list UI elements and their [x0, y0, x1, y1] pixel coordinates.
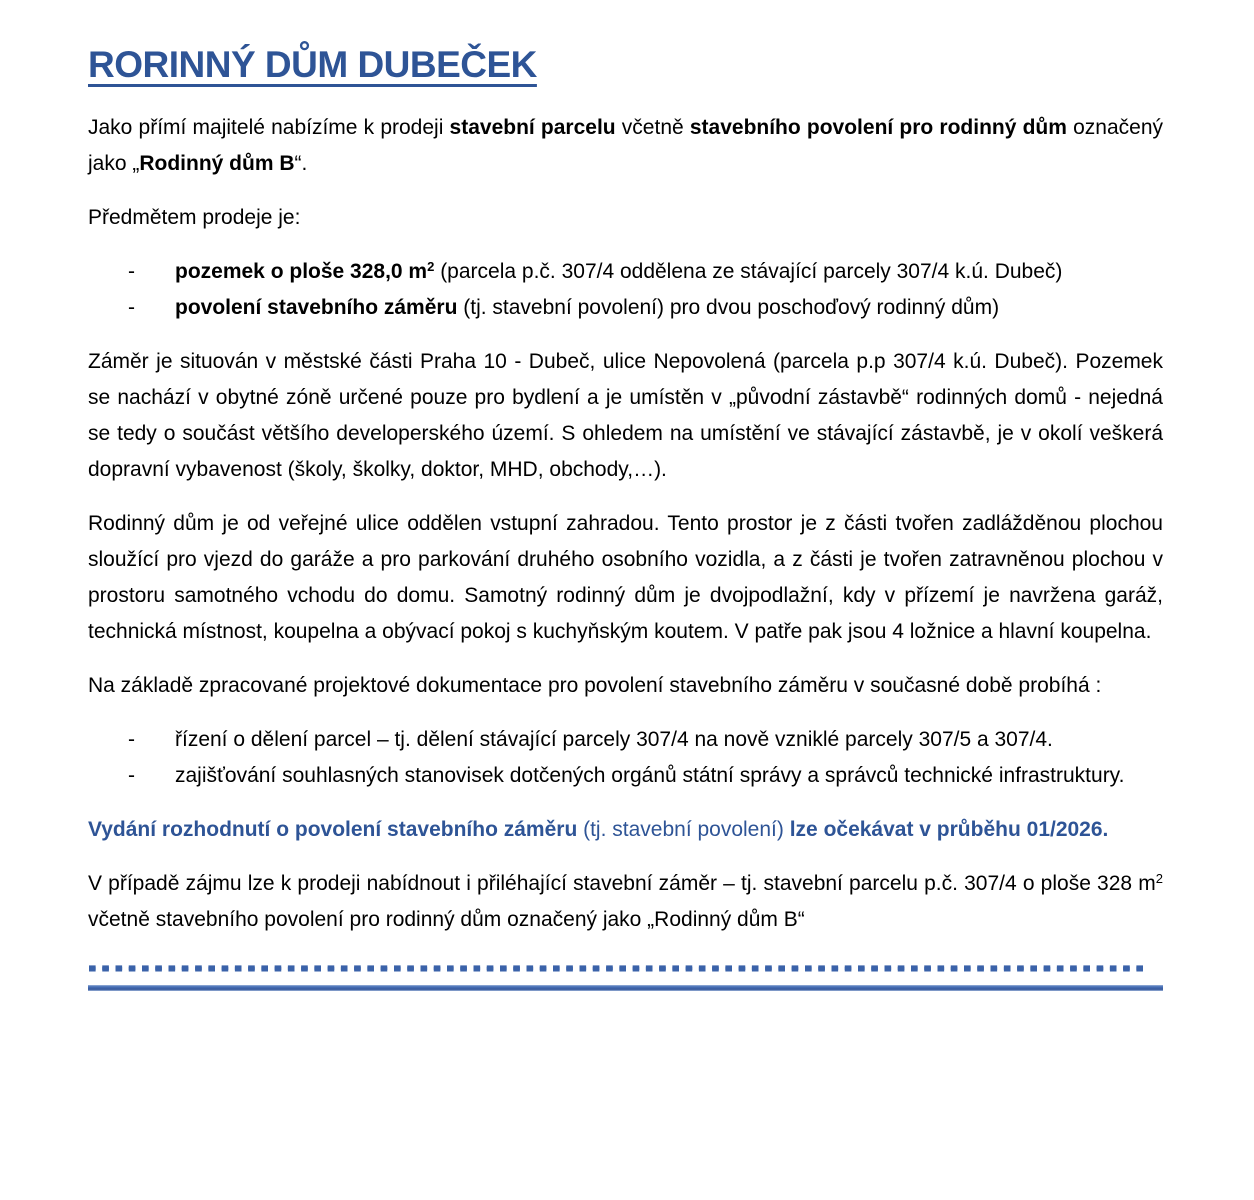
- subject-item-parcel-bold: [175, 260, 434, 283]
- intro-run-4: označený jako „: [88, 116, 1163, 175]
- subject-heading: Předmětem prodeje je:: [88, 206, 301, 229]
- subject-item-parcel-rest: (parcela p.č. 307/4 oddělena ze stávající parcely 307/4 k.ú. Dubeč): [434, 260, 1063, 283]
- intro-run-5-bold: Rodinný dům B: [139, 152, 295, 175]
- subject-item-parcel: [88, 254, 1163, 290]
- intro-paragraph: [88, 110, 1163, 182]
- subject-item-permit-lead: povolení stavebního záměru: [175, 296, 458, 319]
- process-item-division-text: řízení o dělení parcel – tj. dělení stávající parcely 307/4 na nově vzniklé parcely 307/5 a 307/4.: [175, 728, 1053, 751]
- subject-item-permit-rest: (tj. stavební povolení) pro dvou poschoďový rodinný dům): [457, 296, 1000, 319]
- subject-list: [88, 254, 1163, 326]
- bullet-marker: -: [128, 728, 135, 751]
- decision-paragraph: [88, 812, 1163, 848]
- dashed-divider-row: --------------------------------------------------------------------------------: [88, 956, 1149, 976]
- document-title-text: RORINNÝ DŮM DUBEČEK: [88, 44, 537, 85]
- subject-item-permit: [88, 290, 1163, 326]
- bullet-marker: -: [128, 296, 135, 319]
- offer-lead: V případě zájmu lze k prodeji nabídnout i přiléhající stavební záměr – tj. stavební parcelu p.č. 307/4 o ploše 328 m: [88, 872, 1156, 895]
- process-list: [88, 722, 1163, 794]
- location-paragraph: Záměr je situován v městské části Praha 10 - Dubeč, ulice Nepovolená (parcela p.p 307/4 k.ú. Dubeč). Pozemek se nachází v obytné zóně určené pouze pro bydlení a je umístěn v „původní zástavbě“ rodinných domů - nejedná se tedy o součást většího developerského území. S ohledem na umístění ve stávající zástavbě, je v okolí veškerá dopravní vybavenost (školy, školky, doktor, MHD, obchody,…).: [88, 350, 1163, 481]
- bottom-divider: [88, 956, 1163, 991]
- process-paragraph: Na základě zpracované projektové dokumentace pro povolení stavebního záměru v současné době probíhá :: [88, 674, 1102, 697]
- superscript-2: 2: [1155, 871, 1163, 886]
- bullet-marker: -: [128, 260, 135, 283]
- offer-paragraph: [88, 866, 1163, 938]
- superscript-2: 2: [427, 259, 435, 274]
- process-item-division: [88, 722, 1163, 758]
- process-item-approvals-text: zajišťování souhlasných stanovisek dotčených orgánů státní správy a správců technické infrastruktury.: [175, 764, 1125, 787]
- subject-item-parcel-lead: pozemek o ploše 328,0 m: [175, 260, 428, 283]
- decision-run-2-bold: lze očekávat v průběhu 01/2026.: [789, 818, 1109, 841]
- document-title: [88, 42, 1163, 88]
- house-paragraph: Rodinný dům je od veřejné ulice oddělen vstupní zahradou. Tento prostor je z části tvořen zadlážděnou plochou sloužící pro vjezd do garáže a pro parkování druhého osobního vozidla, a z části je tvořen zatravněnou plochou v prostoru samotného vchodu do domu. Samotný rodinný dům je dvojpodlažní, kdy v přízemí je navržena garáž, technická místnost, koupelna a obývací pokoj s kuchyňským koutem. V patře pak jsou 4 ložnice a hlavní koupelna.: [88, 512, 1163, 643]
- intro-run-1-bold: stavební parcelu: [449, 116, 616, 139]
- offer-rest: včetně stavebního povolení pro rodinný dům označený jako „Rodinný dům B“: [88, 908, 805, 931]
- intro-run-2: včetně: [615, 116, 690, 139]
- decision-run-1: (tj. stavební povolení): [577, 818, 790, 841]
- intro-run-0: Jako přímí majitelé nabízíme k prodeji: [88, 116, 450, 139]
- bullet-marker: -: [128, 764, 135, 787]
- decision-run-0-bold: Vydání rozhodnutí o povolení stavebního záměru: [88, 818, 578, 841]
- intro-run-6: “.: [294, 152, 308, 175]
- intro-run-3-bold: stavebního povolení pro rodinný dům: [689, 116, 1067, 139]
- divider-rule-line: [88, 985, 1163, 991]
- process-item-approvals: [88, 758, 1163, 794]
